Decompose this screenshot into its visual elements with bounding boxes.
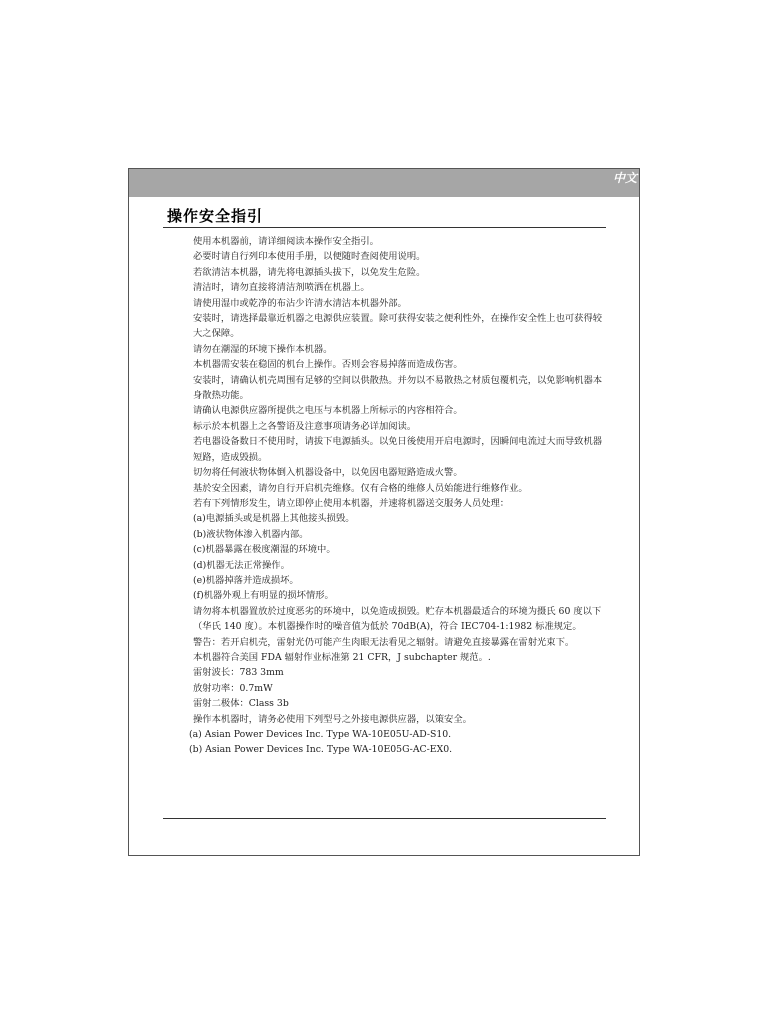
paragraph: 标示於本机器上之各警语及注意事项请务必详加阅读。 <box>193 420 417 432</box>
paragraph: 若欲清洁本机器，请先将电源插头拔下，以免发生危险。 <box>193 266 426 278</box>
paragraph: 基於安全因素，请勿自行开启机壳维修。仅有合格的维修人员始能进行维修作业。 <box>193 482 528 494</box>
language-tab-label: 中文 <box>612 171 637 185</box>
paragraph: (e)机器掉落并造成损坏。 <box>193 574 299 586</box>
footer-divider <box>163 818 606 819</box>
paragraph: 必要时请自行列印本使用手册，以便随时查阅使用说明。 <box>193 251 426 263</box>
paragraph: 放射功率：0.7mW <box>193 682 273 694</box>
safety-instructions-text <box>189 234 603 758</box>
paragraph: 使用本机器前，请详细阅读本操作安全指引。 <box>193 236 379 247</box>
paragraph: 切勿将任何液状物体倒入机器设备中，以免因电器短路造成火警。 <box>193 467 463 479</box>
paragraph: 本机器需安装在稳固的机台上操作。否则会容易掉落而造成伤害。 <box>193 359 463 371</box>
paragraph: 雷射波长：783 3mm <box>193 667 284 679</box>
paragraph: 请勿在潮湿的环境下操作本机器。 <box>193 343 333 355</box>
paragraph: 若电器设备数日不使用时，请拔下电源插头。以免日後使用开启电源时，因瞬间电流过大而导致机器短路，造成毁损。 <box>193 436 603 463</box>
paragraph: 本机器符合美国 FDA 辐射作业标准第 21 CFR，J subchapter 规范。. <box>193 651 491 663</box>
paragraph: 请使用湿巾或乾净的布沾少许清水清洁本机器外部。 <box>193 297 407 309</box>
paragraph: 雷射二极体：Class 3b <box>193 698 289 710</box>
paragraph: (f)机器外观上有明显的损坏情形。 <box>193 590 334 602</box>
paragraph: 操作本机器时，请务必使用下列型号之外接电源供应器，以策安全。 <box>193 713 472 725</box>
header-band <box>129 169 639 197</box>
paragraph: (c)机器暴露在极度潮湿的环境中。 <box>193 544 336 556</box>
document-page <box>128 168 640 856</box>
paragraph: (a)电源插头或是机器上其他接头损毁。 <box>193 513 355 525</box>
paragraph: 警告：若开启机壳，雷射光仍可能产生肉眼无法看见之辐射。请避免直接暴露在雷射光束下。 <box>193 636 575 648</box>
title-divider <box>163 227 606 228</box>
paragraph: 若有下列情形发生，请立即停止使用本机器，并速将机器送交服务人员处理： <box>193 497 510 509</box>
paragraph: 安装时，请确认机壳周围有足够的空间以供散热。并勿以不易散热之材质包覆机壳，以免影响机器本身散热功能。 <box>193 374 603 402</box>
paragraph: (a) Asian Power Devices Inc. Type WA-10E05U-AD-S10. <box>189 729 452 740</box>
page-title: 操作安全指引 <box>167 207 264 225</box>
paragraph: (d)机器无法正常操作。 <box>193 559 290 571</box>
paragraph: 安装时，请选择最靠近机器之电源供应装置。除可获得安装之便利性外，在操作安全性上也可获得较大之保障。 <box>193 313 603 340</box>
paragraph: (b) Asian Power Devices Inc. Type WA-10E05G-AC-EX0. <box>189 744 453 756</box>
paragraph: 请勿将本机器置放於过度恶劣的环境中，以免造成损毁。贮存本机器最适合的环境为摄氏 60 度以下（华氏 140 度）。本机器操作时的噪音值为低於 70dB(A)，符合 IEC704-1:1982 标准规定。 <box>193 605 602 633</box>
paragraph: 清洁时，请勿直接将清洁剂喷洒在机器上。 <box>193 282 370 294</box>
paragraph: (b)液状物体渗入机器内部。 <box>193 528 309 540</box>
paragraph: 请确认电源供应器所提供之电压与本机器上所标示的内容相符合。 <box>193 405 463 417</box>
